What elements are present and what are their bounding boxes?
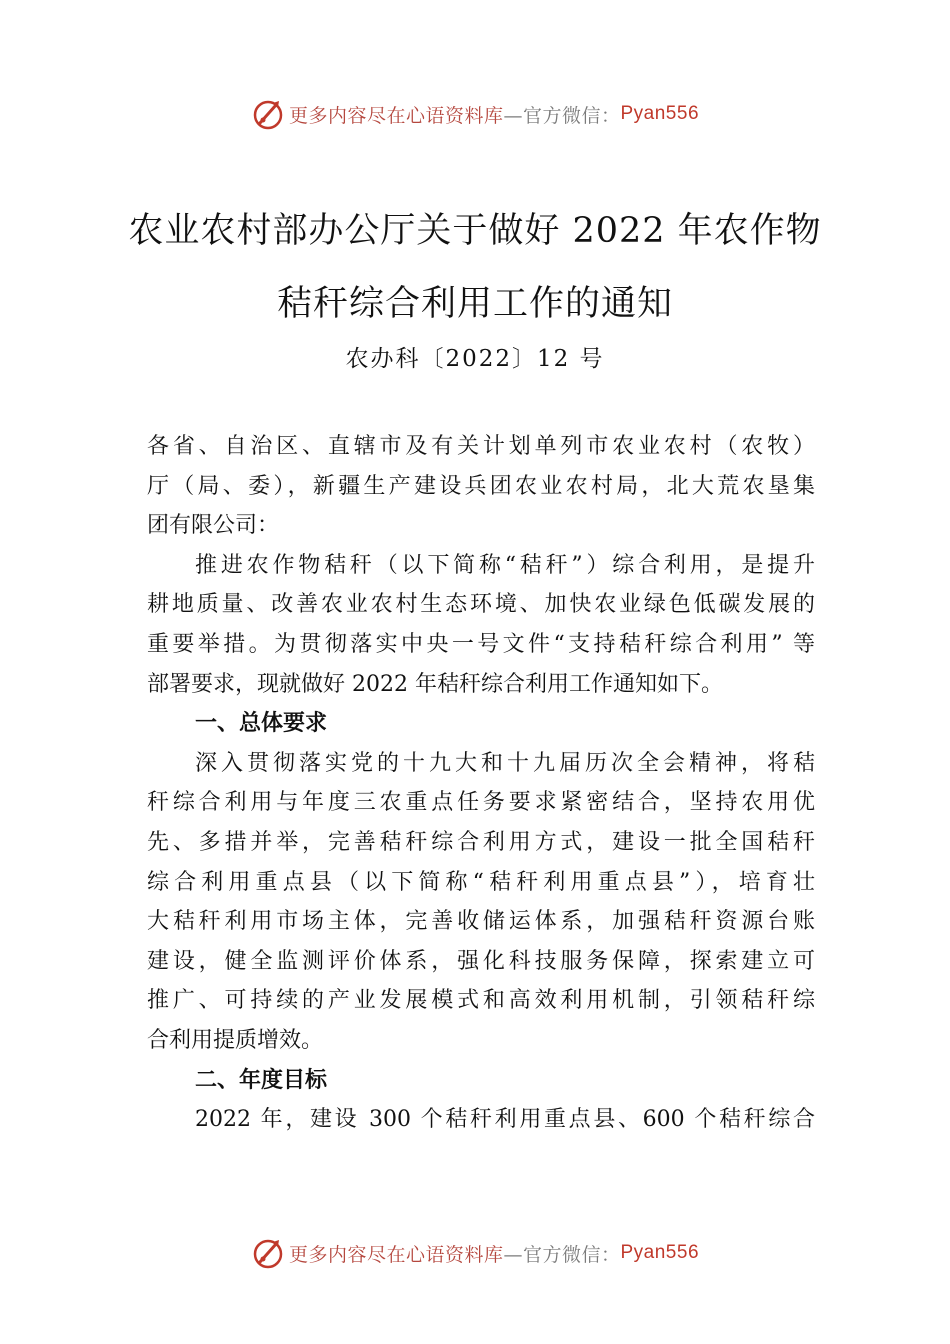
salutation-line: 各省、自治区、直辖市及有关计划单列市农业农村（农牧） bbox=[147, 434, 815, 459]
salutation-line: 厅（局、委），新疆生产建设兵团农业农村局，北大荒农垦集 bbox=[147, 473, 815, 499]
banner-wechat-id: Pyan556 bbox=[620, 1242, 700, 1263]
banner-main-text: 更多内容尽在心语资料库 bbox=[288, 1243, 504, 1266]
header-banner bbox=[0, 94, 950, 134]
document-number: 农办科〔2022〕12 号 bbox=[345, 346, 605, 372]
paragraph-line: 先、多措并举，完善秸秆综合利用方式，建设一批全国秸秆 bbox=[147, 829, 815, 855]
paragraph-line: 推广、可持续的产业发展模式和高效利用机制，引领秸秆综 bbox=[147, 988, 815, 1014]
salutation bbox=[147, 427, 815, 546]
paragraph-line: 大秸秆利用市场主体，完善收储运体系，加强秸秆资源台账 bbox=[147, 909, 815, 935]
banner-main-text: 更多内容尽在心语资料库 bbox=[288, 104, 504, 127]
brush-logo-icon bbox=[251, 97, 285, 131]
section-heading-general: 一、总体要求 bbox=[195, 711, 328, 737]
paragraph-line: 深入贯彻落实党的十九大和十九届历次全会精神，将秸 bbox=[195, 750, 815, 776]
paragraph-line: 部署要求，现就做好 2022 年秸秆综合利用工作通知如下。 bbox=[147, 671, 723, 697]
paragraph-line: 重要举措。为贯彻落实中央一号文件“支持秸秆综合利用” 等 bbox=[147, 631, 815, 657]
section2-paragraph bbox=[147, 1100, 815, 1140]
banner-sub-text: —官方微信： bbox=[503, 1243, 621, 1266]
intro-paragraph bbox=[147, 546, 815, 704]
footer-banner bbox=[0, 1233, 950, 1273]
document-body bbox=[147, 427, 815, 1140]
banner-sub-text: —官方微信： bbox=[503, 104, 621, 127]
paragraph-line: 建设，健全监测评价体系，强化科技服务保障，探索建立可 bbox=[147, 948, 815, 974]
brush-logo-icon bbox=[251, 1236, 285, 1270]
paragraph-line: 2022 年，建设 300 个秸秆利用重点县、600 个秸秆综合 bbox=[195, 1107, 815, 1133]
paragraph-line: 耕地质量、改善农业农村生态环境、加快农业绿色低碳发展的 bbox=[147, 592, 815, 618]
paragraph-line: 合利用提质增效。 bbox=[147, 1027, 324, 1053]
salutation-line: 团有限公司： bbox=[147, 513, 280, 539]
paragraph-line: 综合利用重点县（以下简称“秸秆利用重点县”），培育壮 bbox=[147, 869, 815, 895]
document-title-line1: 农业农村部办公厅关于做好 2022 年农作物 bbox=[128, 211, 822, 251]
banner-wechat-id: Pyan556 bbox=[620, 103, 700, 124]
paragraph-line: 秆综合利用与年度三农重点任务要求紧密结合，坚持农用优 bbox=[147, 790, 815, 816]
section-heading-annual-goals: 二、年度目标 bbox=[195, 1067, 328, 1093]
section1-paragraph bbox=[147, 744, 815, 1061]
document-title-line2: 秸秆综合利用工作的通知 bbox=[276, 284, 673, 324]
paragraph-line: 推进农作物秸秆（以下简称“秸秆”）综合利用，是提升 bbox=[195, 552, 815, 578]
